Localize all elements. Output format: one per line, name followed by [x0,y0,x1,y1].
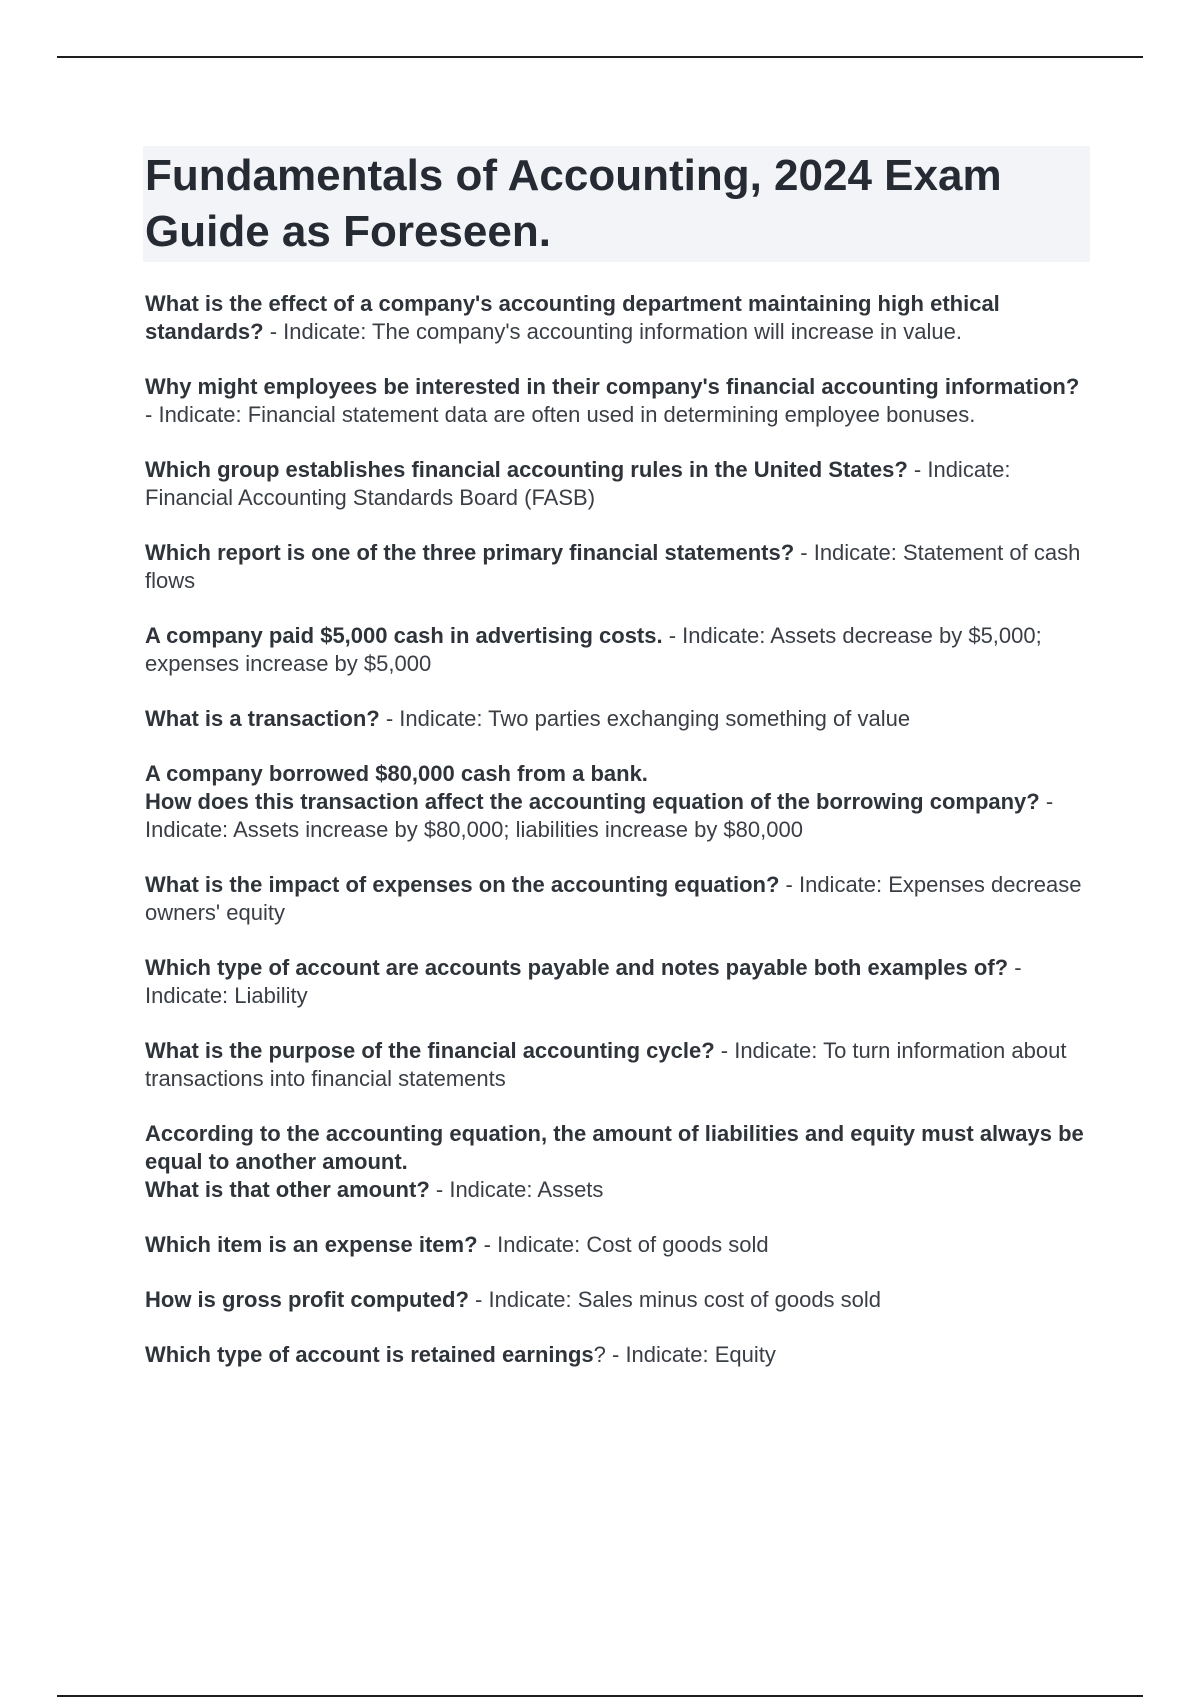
question-line: According to the accounting equation, the amount of liabilities and equity must always be equal to another amount. [145,1121,1084,1174]
top-rule [57,56,1143,58]
answer: Indicate: To turn information about transactions into financial statements [145,1038,1067,1091]
question-block [145,1120,1090,1202]
qa-item [145,539,1090,595]
question-line: A company borrowed $80,000 cash from a bank. [145,761,648,786]
separator: - [1039,789,1054,814]
title-box [143,146,1090,262]
question: Which item is an expense item? [145,1232,478,1257]
qa-item [145,1341,1090,1369]
qa-item [145,373,1090,429]
question: Which type of account is retained earnings [145,1342,594,1367]
qa-item [145,290,1090,346]
qa-item [145,1120,1090,1204]
answer: Indicate: Assets [449,1177,604,1202]
answer: Indicate: Assets increase by $80,000; liabilities increase by $80,000 [145,817,803,842]
separator: - [263,319,284,344]
separator: - [429,1177,450,1202]
separator: - [794,540,814,565]
qa-item [145,871,1090,927]
question: What is the effect of a company's accounting department maintaining high ethical standards? [145,291,1000,344]
question: What is that other amount? [145,1177,430,1202]
bottom-rule [57,1695,1143,1697]
answer: Indicate: Cost of goods sold [497,1232,769,1257]
separator: ? - [593,1342,626,1367]
qa-item [145,954,1090,1010]
separator: - [662,623,683,648]
page-title: Fundamentals of Accounting, 2024 Exam Guide as Foreseen. [145,151,1002,256]
answer: Indicate: Equity [625,1342,776,1367]
question: A company paid $5,000 cash in advertising costs. [145,623,663,648]
qa-item [145,1231,1090,1259]
answer: Indicate: Statement of cash flows [145,540,1081,593]
document-body [145,146,1090,1396]
question: Which group establishes financial accounting rules in the United States? [145,457,908,482]
question: Which type of account are accounts payable and notes payable both examples of? [145,955,1009,980]
answer: Indicate: Liability [145,983,308,1008]
answer: Indicate: Financial statement data are often used in determining employee bonuses. [158,402,976,427]
question: What is a transaction? [145,706,380,731]
separator: - [145,402,159,427]
separator: - [477,1232,498,1257]
answer: Indicate: Sales minus cost of goods sold [488,1287,882,1312]
separator: - [1008,955,1022,980]
separator: - [907,457,928,482]
question-block [145,760,1090,814]
answer: Indicate: Two parties exchanging something of value [399,706,911,731]
question: How is gross profit computed? [145,1287,469,1312]
separator: - [779,872,799,897]
answer: Indicate: Expenses decrease owners' equity [145,872,1082,925]
question: What is the purpose of the financial accounting cycle? [145,1038,715,1063]
answer: Indicate: Assets decrease by $5,000; expenses increase by $5,000 [145,623,1042,676]
question: How does this transaction affect the accounting equation of the borrowing company? [145,789,1040,814]
question: Why might employees be interested in their company's financial accounting information? [145,374,1080,399]
separator: - [379,706,400,731]
qa-item [145,1037,1090,1093]
qa-list [145,290,1090,1369]
separator: - [714,1038,735,1063]
separator: - [468,1287,489,1312]
qa-item [145,1286,1090,1314]
question: What is the impact of expenses on the accounting equation? [145,872,780,897]
qa-item [145,760,1090,844]
answer: Indicate: Financial Accounting Standards Board (FASB) [145,457,1011,510]
question: Which report is one of the three primary financial statements? [145,540,795,565]
answer: Indicate: The company's accounting information will increase in value. [283,319,962,344]
qa-item [145,456,1090,512]
qa-item [145,622,1090,678]
qa-item [145,705,1090,733]
